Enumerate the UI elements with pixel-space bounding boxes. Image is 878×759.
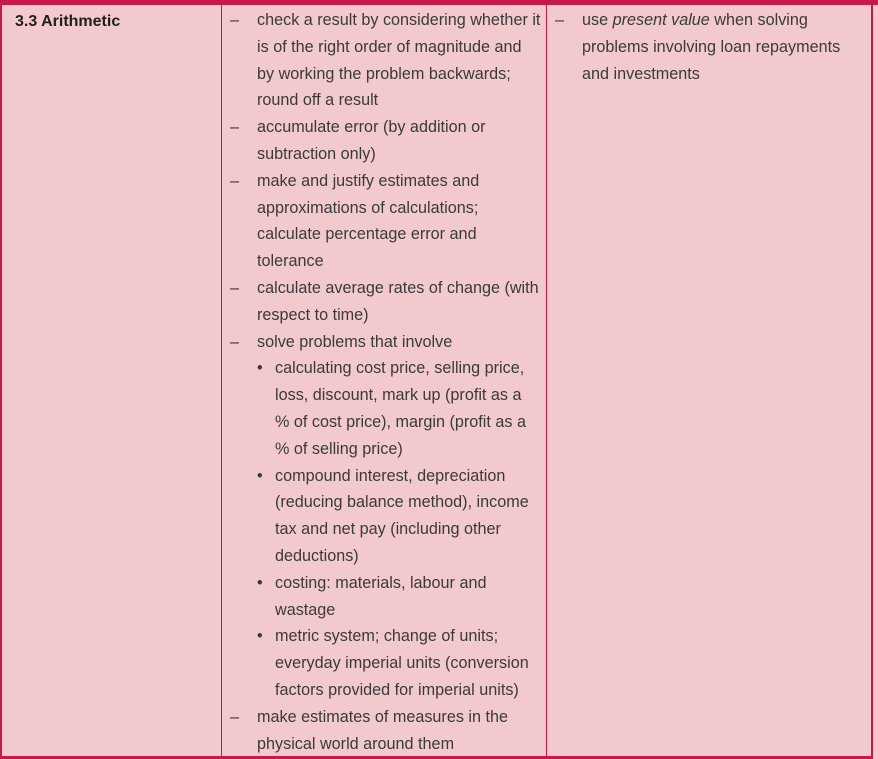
list-item [547, 7, 873, 87]
item-emphasis: present value [612, 11, 710, 29]
sub-list-item [222, 623, 547, 703]
extended-column [547, 5, 873, 759]
sub-list-item [222, 570, 547, 624]
item-text-suffix: when solving problems involving loan repayments and investments [582, 11, 841, 83]
extended-list [547, 7, 873, 87]
sub-item-text: metric system; change of units; everyday imperial units (conversion factors provided for imperial units) [275, 627, 529, 699]
list-item [222, 329, 547, 356]
item-text: accumulate error (by addition or subtraction only) [257, 118, 486, 163]
topic-heading: 3.3 Arithmetic [15, 13, 121, 30]
sub-list-item [222, 463, 547, 570]
dash-marker: – [230, 332, 240, 351]
item-text: make estimates of measures in the physical world around them [257, 707, 509, 753]
content-list [222, 7, 547, 757]
list-item [222, 275, 547, 329]
dash-marker: – [230, 11, 240, 29]
content-column [222, 5, 547, 759]
item-text: make and justify estimates and approximations of calculations; calculate percentage error and tolerance [257, 171, 480, 271]
dash-marker: – [230, 118, 240, 137]
sub-item-text: calculating cost price, selling price, loss, discount, mark up (profit as a % of cost price), margin (profit as a % of selling price) [275, 359, 526, 458]
list-item [222, 114, 547, 168]
item-text: calculate average rates of change (with respect to time) [257, 278, 539, 324]
sub-list-item [222, 355, 547, 462]
dash-marker: – [230, 278, 240, 297]
list-item [222, 168, 547, 275]
sub-item-text: costing: materials, labour and wastage [275, 573, 487, 619]
bullet-marker: • [257, 466, 263, 485]
item-text-prefix: use [582, 11, 613, 29]
dash-marker: – [555, 11, 565, 29]
list-item [222, 7, 547, 114]
sub-item-text: compound interest, depreciation (reducing balance method), income tax and net pay (including other deductions) [275, 466, 529, 565]
item-text: solve problems that involve [257, 332, 453, 351]
topic-column [0, 5, 222, 759]
bullet-marker: • [257, 627, 263, 646]
dash-marker: – [230, 171, 240, 190]
bullet-marker: • [257, 573, 263, 592]
bullet-marker: • [257, 359, 263, 378]
list-item [222, 704, 547, 758]
dash-marker: – [230, 707, 240, 726]
item-text: check a result by considering whether it is of the right order of magnitude and by working the problem backwards; round off a result [257, 11, 541, 110]
